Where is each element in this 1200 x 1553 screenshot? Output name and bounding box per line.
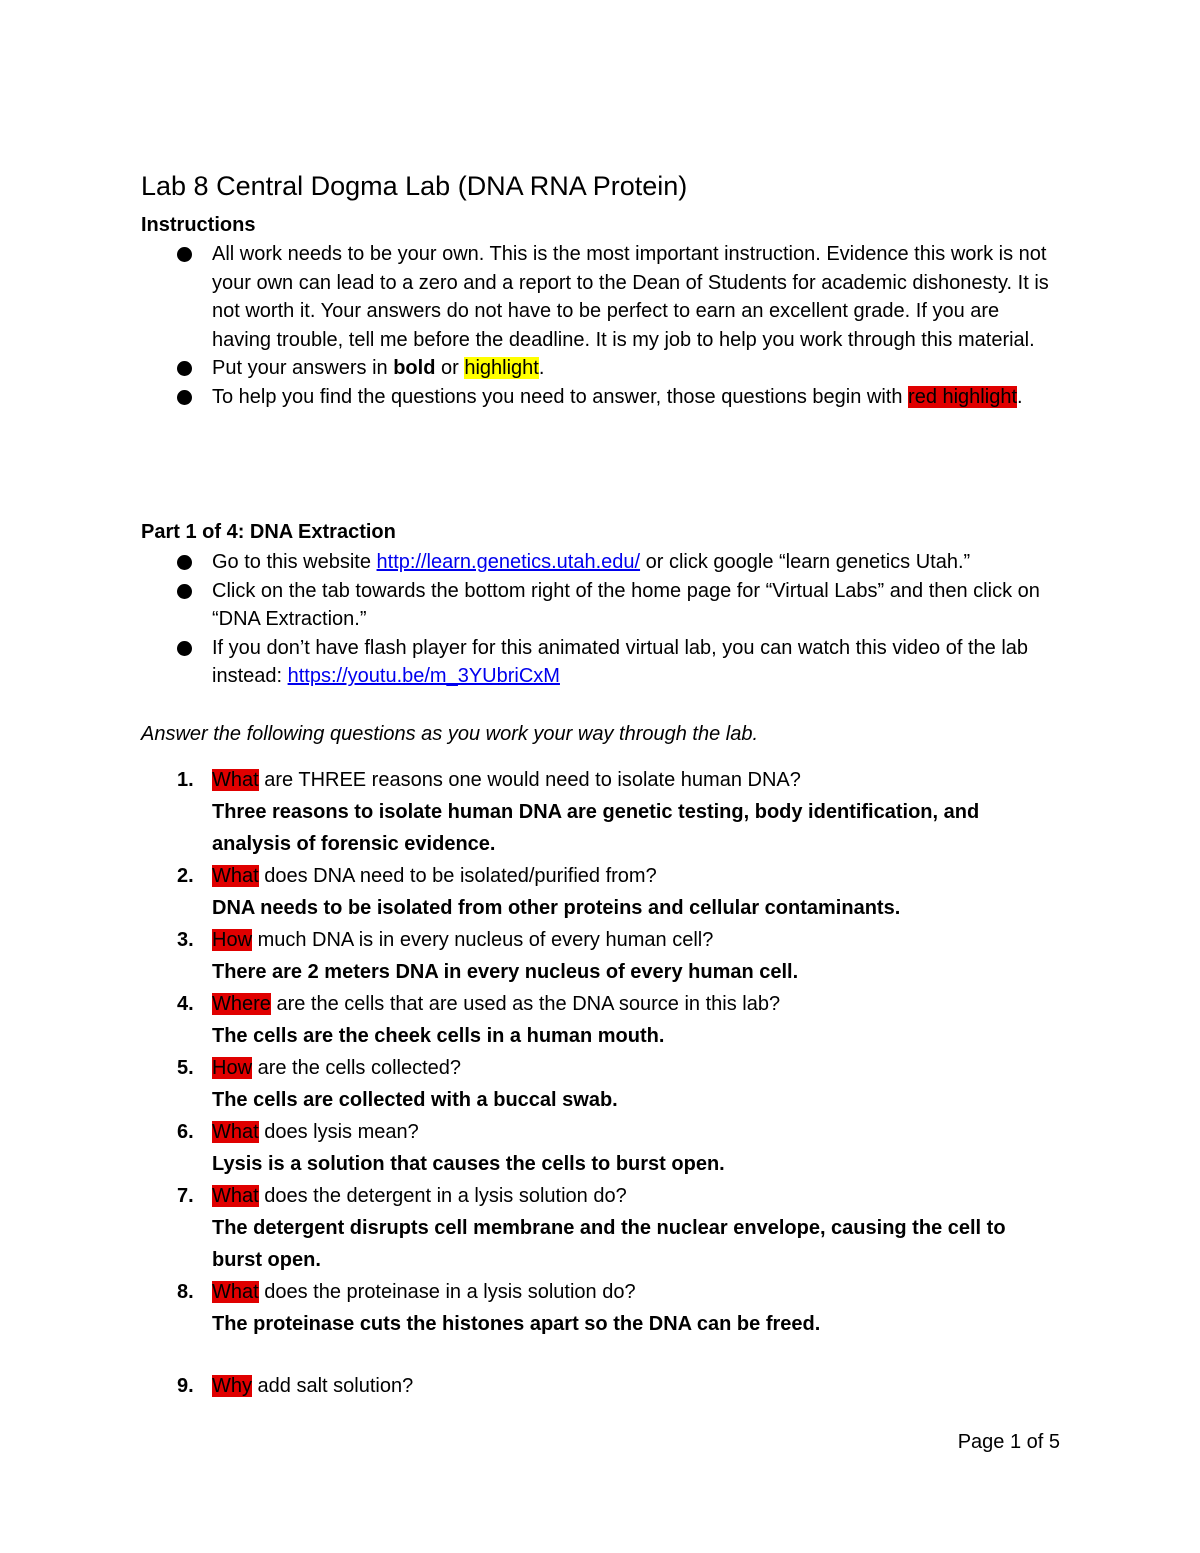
instruction-text: . bbox=[538, 357, 545, 380]
yellow-highlight-word: highlight bbox=[464, 357, 539, 380]
bullet-icon bbox=[177, 361, 192, 376]
instruction-text: . bbox=[1017, 385, 1023, 408]
bullet-icon bbox=[177, 247, 192, 262]
answer-text: DNA needs to be isolated from other proteins and cellular contaminants. bbox=[212, 897, 901, 919]
instruction-text: or bbox=[435, 357, 465, 380]
bullet-icon bbox=[177, 584, 192, 599]
question-text bbox=[212, 988, 1061, 1020]
question-keyword: How bbox=[212, 1057, 253, 1079]
question-text bbox=[212, 1180, 1061, 1212]
question-rest: does the detergent in a lysis solution do? bbox=[258, 1185, 627, 1207]
question-keyword: What bbox=[212, 1281, 259, 1303]
instructions-list bbox=[141, 240, 1061, 412]
bullet-icon bbox=[177, 641, 192, 656]
bullet-icon bbox=[177, 555, 192, 570]
question-keyword: What bbox=[212, 1121, 259, 1143]
page-title: Lab 8 Central Dogma Lab (DNA RNA Protein) bbox=[141, 171, 688, 201]
questions-list bbox=[141, 764, 1061, 1402]
list-item bbox=[141, 577, 1061, 634]
question-rest: are the cells collected? bbox=[252, 1057, 462, 1079]
answer-text: The detergent disrupts cell membrane and the nuclear envelope, causing the cell to burst open. bbox=[212, 1217, 1006, 1271]
instruction-text: All work needs to be your own. This is the most important instruction. Evidence this work is not your own can lead to a zero and a report to the Dean of Students for academic dishonesty. It is not worth it. Your answers do not have to be perfect to earn an excellent grade. If you are having trouble, tell me before the deadline. It is my job to help you work through this material. bbox=[212, 243, 1049, 351]
question-keyword: Why bbox=[212, 1375, 252, 1397]
question-rest: does DNA need to be isolated/purified from? bbox=[258, 865, 657, 887]
instructions-heading: Instructions bbox=[141, 214, 256, 236]
bold-word: bold bbox=[393, 357, 436, 380]
question-number: 8. bbox=[177, 1281, 194, 1303]
question-text bbox=[212, 1370, 1061, 1402]
question-rest: does the proteinase in a lysis solution do? bbox=[258, 1281, 636, 1303]
list-item bbox=[141, 548, 1061, 577]
part1-list bbox=[141, 548, 1061, 691]
question-keyword: What bbox=[212, 769, 259, 791]
question-item bbox=[141, 764, 1061, 860]
questions-intro: Answer the following questions as you work your way through the lab. bbox=[141, 723, 759, 745]
question-item bbox=[141, 988, 1061, 1052]
step-text: Go to this website bbox=[212, 551, 377, 573]
question-item bbox=[141, 1180, 1061, 1276]
question-number: 9. bbox=[177, 1375, 194, 1397]
question-item bbox=[141, 1116, 1061, 1180]
youtube-video-link[interactable]: https://youtu.be/m_3YUbriCxM bbox=[287, 665, 560, 688]
question-keyword: How bbox=[212, 929, 253, 951]
question-item bbox=[141, 860, 1061, 924]
question-number: 7. bbox=[177, 1185, 194, 1207]
question-number: 2. bbox=[177, 865, 194, 887]
question-number: 3. bbox=[177, 929, 194, 951]
question-number: 1. bbox=[177, 769, 194, 791]
question-text bbox=[212, 1052, 1061, 1084]
red-highlight-word: red highlight bbox=[908, 385, 1017, 408]
answer-text: Three reasons to isolate human DNA are genetic testing, body identification, and analysis of forensic evidence. bbox=[212, 801, 980, 855]
question-item bbox=[141, 1276, 1061, 1340]
question-item bbox=[141, 1052, 1061, 1116]
list-item bbox=[141, 634, 1061, 691]
instruction-text: To help you find the questions you need to answer, those questions begin with bbox=[212, 385, 909, 408]
question-keyword: Where bbox=[212, 993, 271, 1015]
answer-text: There are 2 meters DNA in every nucleus of every human cell. bbox=[212, 961, 799, 983]
question-rest: add salt solution? bbox=[252, 1375, 414, 1397]
question-item bbox=[141, 924, 1061, 988]
question-number: 5. bbox=[177, 1057, 194, 1079]
question-rest: much DNA is in every nucleus of every human cell? bbox=[252, 929, 714, 951]
answer-text: The cells are collected with a buccal swab. bbox=[212, 1089, 618, 1111]
bullet-icon bbox=[177, 390, 192, 405]
question-number: 6. bbox=[177, 1121, 194, 1143]
question-number: 4. bbox=[177, 993, 194, 1015]
step-text: or click google “learn genetics Utah.” bbox=[640, 551, 971, 573]
instruction-text: Put your answers in bbox=[212, 357, 394, 380]
question-text bbox=[212, 764, 1061, 796]
list-item bbox=[141, 354, 1061, 383]
question-keyword: What bbox=[212, 1185, 259, 1207]
question-text bbox=[212, 1116, 1061, 1148]
question-text bbox=[212, 1276, 1061, 1308]
part1-heading: Part 1 of 4: DNA Extraction bbox=[141, 521, 396, 543]
answer-text: The proteinase cuts the histones apart so the DNA can be freed. bbox=[212, 1313, 821, 1335]
question-text bbox=[212, 924, 1061, 956]
list-item bbox=[141, 383, 1061, 412]
answer-text: The cells are the cheek cells in a human mouth. bbox=[212, 1025, 665, 1047]
step-text: Click on the tab towards the bottom right of the home page for “Virtual Labs” and then click on “DNA Extraction.” bbox=[212, 579, 1040, 631]
question-item bbox=[141, 1370, 1061, 1402]
question-rest: are the cells that are used as the DNA source in this lab? bbox=[270, 993, 781, 1015]
question-text bbox=[212, 860, 1061, 892]
learn-genetics-link[interactable]: http://learn.genetics.utah.edu/ bbox=[376, 551, 641, 573]
list-item bbox=[141, 240, 1061, 354]
page-number: Page 1 of 5 bbox=[957, 1431, 1060, 1453]
step-text: If you don’t have flash player for this animated virtual lab, you can watch this video of the lab instead: bbox=[212, 636, 1029, 688]
question-keyword: What bbox=[212, 865, 259, 887]
question-rest: are THREE reasons one would need to isolate human DNA? bbox=[258, 769, 801, 791]
question-rest: does lysis mean? bbox=[258, 1121, 419, 1143]
answer-text: Lysis is a solution that causes the cells to burst open. bbox=[212, 1153, 725, 1175]
